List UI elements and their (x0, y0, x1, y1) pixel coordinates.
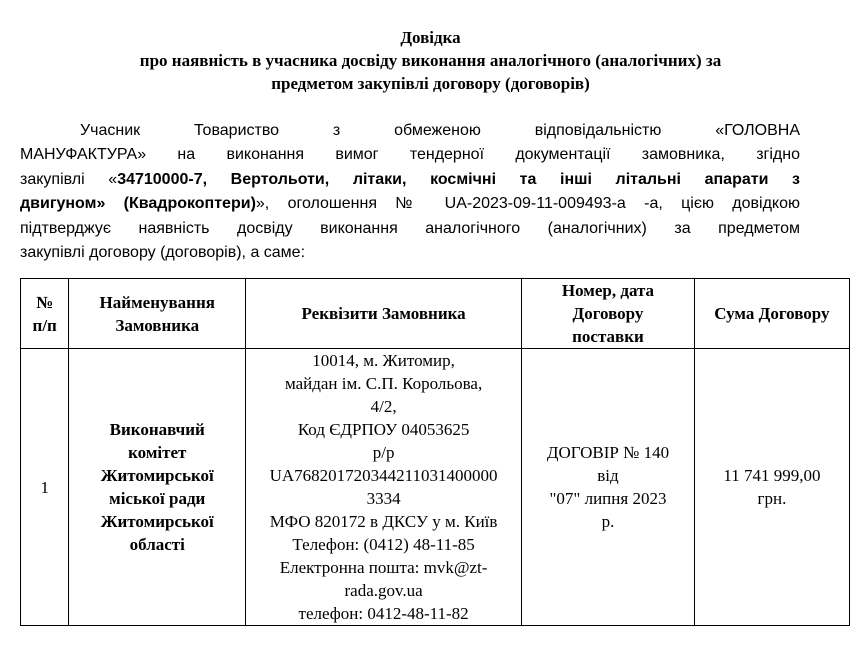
announcement-text: », оголошення № UA-2023-09-11-009493-а -а, цією довідкою (255, 195, 800, 213)
header-contract-line-2: Договору (572, 304, 644, 323)
details-line: телефон: 0412-48-11-82 (298, 604, 469, 623)
sum-line: 11 741 999,00 (723, 466, 821, 485)
details-line: р/р (372, 443, 395, 462)
contract-line: "07" липня 2023 (549, 489, 667, 508)
table-header-row (21, 279, 850, 349)
customer-line: Житомирської (100, 466, 214, 485)
header-number-line-1: № (36, 292, 54, 312)
intro-line-3 (20, 168, 800, 192)
header-customer-line-1: Найменування (99, 292, 215, 312)
sum-line: грн. (757, 489, 787, 508)
contract-line: ДОГОВІР № 140 (546, 443, 670, 462)
intro-line-2: МАНУФАКТУРА» на виконання вимог тендерної документації замовника, згідно (20, 146, 800, 164)
customer-line: Житомирської (100, 512, 214, 531)
header-contract-line-1: Номер, дата (561, 281, 655, 300)
header-customer-name (69, 279, 246, 349)
details-line: 4/2, (370, 397, 397, 416)
customer-line: Виконавчий (109, 420, 205, 439)
contract-cell (522, 349, 695, 626)
header-number (21, 279, 69, 349)
title-line-2: про наявність в учасника досвіду виконання аналогічного (аналогічних) за (139, 51, 722, 70)
details-line: UA768201720344211031400000 (269, 466, 498, 485)
intro-line-4 (20, 192, 800, 216)
intro-line-5: підтверджує наявність досвіду виконання аналогічного (аналогічних) за предметом (20, 219, 800, 237)
table-row (21, 349, 850, 626)
procurement-subject: двигуном» (Квадрокоптери) (20, 195, 256, 213)
customer-line: комітет (128, 443, 187, 462)
title-line-3: предметом закупівлі договору (договорів) (271, 74, 590, 93)
procurement-code: 34710000-7, Вертольоти, літаки, космічні та інші літальні апарати з (117, 170, 800, 188)
details-line: 10014, м. Житомир, (312, 351, 455, 370)
details-line: Телефон: (0412) 48-11-85 (292, 535, 475, 554)
row-number: 1 (21, 349, 69, 626)
customer-details-cell (246, 349, 522, 626)
intro-line-3-prefix: закупівлі « (20, 170, 118, 188)
header-number-line-2: п/п (32, 315, 57, 335)
title-line-1: Довідка (400, 28, 461, 47)
header-customer-line-2: Замовника (115, 315, 200, 335)
details-line: Код ЄДРПОУ 04053625 (297, 420, 470, 439)
contract-line: від (597, 466, 619, 485)
details-line: 3334 (366, 489, 401, 508)
document-title (0, 26, 861, 95)
header-contract (522, 279, 695, 349)
experience-table (20, 278, 850, 626)
details-line: майдан ім. С.П. Корольова, (284, 374, 483, 393)
intro-line-6: закупівлі договору (договорів), а саме: (20, 243, 306, 261)
header-contract-line-3: поставки (572, 327, 644, 346)
intro-paragraph (20, 119, 800, 265)
details-line: МФО 820172 в ДКСУ у м. Київ (269, 512, 498, 531)
contract-line: р. (601, 512, 615, 531)
header-customer-details: Реквізити Замовника (246, 279, 522, 349)
details-line: rada.gov.ua (344, 581, 423, 600)
customer-name-cell (69, 349, 246, 626)
customer-line: області (129, 535, 185, 554)
customer-line: міської ради (109, 489, 206, 508)
header-sum: Сума Договору (694, 279, 849, 349)
sum-cell (694, 349, 849, 626)
intro-line-1: Учасник Товариство з обмеженою відповідальністю «ГОЛОВНА (80, 122, 800, 139)
details-line: Електронна пошта: mvk@zt- (279, 558, 488, 577)
